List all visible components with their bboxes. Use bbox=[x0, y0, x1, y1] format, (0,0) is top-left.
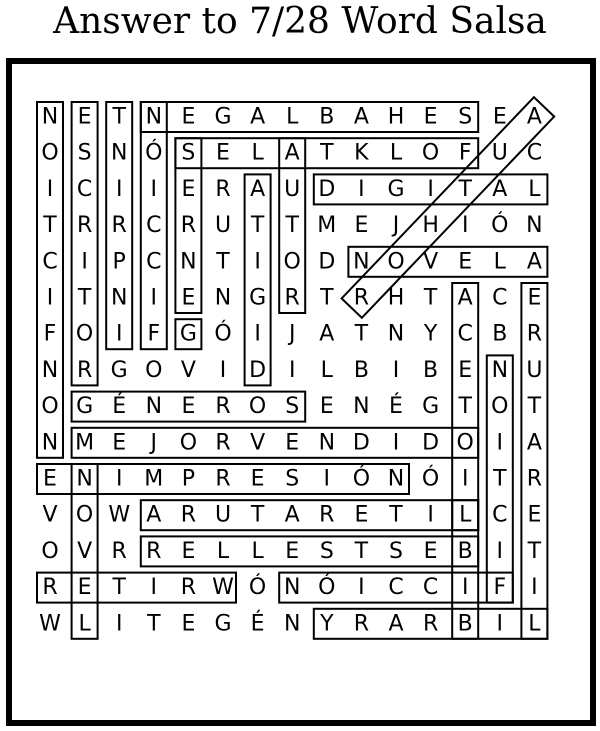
grid-letter: E bbox=[77, 104, 92, 130]
grid-letter: E bbox=[285, 538, 300, 564]
grid-letter: I bbox=[358, 176, 365, 202]
grid-letter: N bbox=[387, 321, 405, 347]
grid-letter: I bbox=[461, 213, 469, 239]
grid-letter: E bbox=[423, 538, 438, 564]
grid-letter: I bbox=[115, 611, 123, 637]
grid-letter: V bbox=[423, 249, 439, 275]
grid-letter: R bbox=[180, 575, 197, 601]
grid-letter: E bbox=[181, 538, 196, 564]
grid-letter: O bbox=[387, 249, 405, 275]
grid-letter: G bbox=[76, 394, 94, 420]
grid-letter: E bbox=[43, 466, 57, 492]
grid-letter: I bbox=[150, 285, 158, 311]
grid-letter: L bbox=[286, 104, 299, 130]
grid-letter: A bbox=[250, 104, 266, 130]
grid-letter: R bbox=[215, 394, 231, 420]
grid-letter: E bbox=[285, 430, 300, 456]
grid-letter: E bbox=[527, 502, 542, 528]
grid-letter: N bbox=[76, 466, 93, 492]
grid-letter: T bbox=[285, 213, 299, 239]
grid-letter: I bbox=[81, 249, 88, 275]
grid-letter: O bbox=[41, 394, 59, 420]
grid-letter: I bbox=[115, 176, 123, 202]
grid-letter: L bbox=[389, 140, 403, 166]
grid-letter: L bbox=[528, 176, 541, 202]
grid-letter: U bbox=[526, 357, 543, 383]
grid-letter: N bbox=[353, 249, 370, 275]
grid-letter: E bbox=[77, 575, 92, 601]
grid-letter: T bbox=[112, 104, 126, 130]
grid-letter: A bbox=[284, 502, 300, 528]
grid-letter: E bbox=[492, 104, 507, 130]
grid-letter: R bbox=[180, 213, 197, 239]
grid-letter: N bbox=[41, 430, 59, 456]
grid-letter: N bbox=[145, 104, 163, 130]
answer-highlight bbox=[348, 247, 547, 277]
grid-letter: R bbox=[76, 357, 93, 383]
grid-letter: R bbox=[319, 502, 335, 528]
grid-letter: C bbox=[76, 176, 93, 202]
grid-letter: C bbox=[457, 321, 473, 347]
grid-letter: I bbox=[427, 502, 434, 528]
grid-letter: S bbox=[458, 104, 473, 130]
grid-letter: É bbox=[389, 394, 403, 420]
grid-letter: Ó bbox=[145, 140, 163, 166]
grid-letter: N bbox=[353, 394, 370, 420]
grid-letter: T bbox=[43, 213, 57, 239]
grid-letter: N bbox=[180, 249, 197, 275]
grid-letter: E bbox=[250, 466, 265, 492]
grid-letter: B bbox=[457, 611, 473, 637]
grid-letter: I bbox=[392, 430, 400, 456]
grid-letter: D bbox=[318, 176, 336, 202]
grid-letter: N bbox=[110, 285, 128, 311]
grid-letter: E bbox=[423, 104, 438, 130]
grid-letter: E bbox=[181, 285, 196, 311]
grid-letter: T bbox=[389, 502, 403, 528]
grid-letter: D bbox=[352, 430, 370, 456]
grid-letter: M bbox=[75, 430, 95, 456]
grid-letter: R bbox=[111, 538, 127, 564]
grid-letter: Ó bbox=[421, 466, 440, 492]
grid-letter: H bbox=[387, 285, 405, 311]
grid-letter: J bbox=[150, 430, 158, 456]
grid-letter: O bbox=[283, 249, 301, 275]
grid-letter: O bbox=[179, 430, 198, 456]
grid-letter: G bbox=[214, 611, 232, 637]
grid-letter: L bbox=[528, 611, 541, 637]
grid-letter: A bbox=[526, 249, 542, 275]
grid-letter: V bbox=[250, 430, 266, 456]
grid-letter: F bbox=[458, 140, 472, 166]
grid-letter: Ó bbox=[214, 321, 232, 347]
grid-letter: E bbox=[181, 611, 196, 637]
grid-letter: Y bbox=[423, 321, 438, 347]
grid-letter: V bbox=[180, 357, 196, 383]
grid-letter: L bbox=[251, 140, 264, 166]
grid-letter: K bbox=[354, 140, 369, 166]
grid-letter: C bbox=[146, 249, 162, 275]
grid-letter: A bbox=[319, 321, 335, 347]
grid-letter: C bbox=[422, 575, 439, 601]
grid-letter: N bbox=[41, 104, 59, 130]
grid-letter: T bbox=[354, 321, 369, 347]
grid-letter: O bbox=[456, 430, 474, 456]
grid-letter: R bbox=[353, 611, 370, 637]
grid-letter: R bbox=[526, 321, 543, 347]
grid-letter: S bbox=[285, 394, 300, 420]
grid-letter: A bbox=[353, 104, 369, 130]
grid-letter: I bbox=[461, 466, 469, 492]
grid-letter: I bbox=[115, 466, 123, 492]
grid-letter: M bbox=[144, 466, 164, 492]
grid-letter: N bbox=[491, 357, 509, 383]
grid-letter: A bbox=[146, 502, 162, 528]
grid-letter: I bbox=[531, 575, 538, 601]
grid-letter: É bbox=[250, 611, 265, 637]
grid-letter: I bbox=[461, 575, 469, 601]
grid-letter: T bbox=[112, 575, 126, 601]
grid-letter: Ó bbox=[491, 213, 509, 239]
grid-letter: T bbox=[423, 285, 438, 311]
grid-letter: O bbox=[145, 357, 163, 383]
grid-letter: L bbox=[320, 357, 333, 383]
grid-letter: J bbox=[392, 213, 400, 239]
grid-letter: U bbox=[214, 502, 232, 528]
grid-letter: N bbox=[145, 394, 163, 420]
grid-letter: I bbox=[150, 575, 158, 601]
grid-letter: G bbox=[387, 176, 405, 202]
grid-letter: I bbox=[254, 249, 261, 275]
grid-letter: A bbox=[284, 140, 300, 166]
grid-letter: N bbox=[110, 140, 128, 166]
grid-letter: N bbox=[41, 357, 59, 383]
grid-letter: E bbox=[112, 430, 127, 456]
grid-letter: N bbox=[283, 611, 301, 637]
grid-letter: I bbox=[323, 466, 331, 492]
grid-letter: N bbox=[283, 575, 301, 601]
grid-letter: S bbox=[285, 466, 300, 492]
grid-letter: H bbox=[422, 213, 439, 239]
grid-letter: L bbox=[459, 502, 472, 528]
grid-letter: T bbox=[250, 502, 265, 528]
grid-letter: T bbox=[458, 176, 472, 202]
grid-letter: F bbox=[147, 321, 161, 347]
grid-letter: S bbox=[181, 140, 196, 166]
answer-highlight bbox=[245, 174, 271, 385]
grid-letter: I bbox=[496, 538, 504, 564]
grid-letter: Ó bbox=[248, 575, 267, 601]
grid-letter: B bbox=[457, 538, 473, 564]
grid-letter: R bbox=[146, 538, 162, 564]
answer-highlight bbox=[37, 573, 236, 603]
grid-letter: L bbox=[216, 538, 230, 564]
grid-letter: T bbox=[458, 394, 472, 420]
grid-letter: P bbox=[181, 466, 196, 492]
grid-letter: G bbox=[249, 285, 267, 311]
grid-letter: C bbox=[42, 249, 58, 275]
grid-letter: R bbox=[42, 575, 58, 601]
grid-letter: I bbox=[392, 357, 400, 383]
grid-letter: R bbox=[284, 285, 300, 311]
grid-letter: S bbox=[389, 538, 403, 564]
grid-letter: O bbox=[248, 394, 267, 420]
grid-letter: Ó bbox=[352, 466, 371, 492]
grid-letter: T bbox=[527, 538, 542, 564]
grid-letter: N bbox=[387, 466, 405, 492]
grid-letter: A bbox=[250, 176, 266, 202]
grid-letter: G bbox=[422, 394, 440, 420]
grid-letter: H bbox=[387, 104, 405, 130]
grid-letter: E bbox=[458, 357, 473, 383]
grid-letter: V bbox=[77, 538, 93, 564]
page-title: Answer to 7/28 Word Salsa bbox=[53, 1, 547, 42]
grid-letter: T bbox=[320, 140, 334, 166]
grid-letter: R bbox=[215, 466, 231, 492]
grid-letter: I bbox=[115, 321, 123, 347]
grid-letter: E bbox=[527, 285, 542, 311]
grid-letter: C bbox=[492, 502, 508, 528]
grid-letter: U bbox=[214, 213, 232, 239]
grid-letter: U bbox=[491, 140, 508, 166]
grid-letter: W bbox=[212, 575, 234, 601]
grid-letter: F bbox=[493, 575, 507, 601]
grid-letter: J bbox=[288, 321, 296, 347]
grid-letter: R bbox=[76, 213, 93, 239]
grid-letter: I bbox=[358, 575, 365, 601]
grid-letter: M bbox=[317, 213, 337, 239]
grid-letter: T bbox=[354, 538, 369, 564]
grid-letter: G bbox=[214, 104, 232, 130]
grid-letter: E bbox=[354, 502, 369, 528]
grid-letter: D bbox=[318, 249, 336, 275]
grid-letter: L bbox=[251, 538, 264, 564]
grid-letter: O bbox=[491, 394, 509, 420]
grid-letter: E bbox=[354, 213, 369, 239]
grid-letter: A bbox=[388, 611, 404, 637]
grid-letter: O bbox=[41, 140, 59, 166]
grid-letter: L bbox=[493, 249, 506, 275]
grid-letter: A bbox=[526, 430, 542, 456]
grid-letter: I bbox=[496, 430, 504, 456]
grid-letter: E bbox=[181, 394, 196, 420]
grid-letter: R bbox=[526, 466, 543, 492]
grid-letter: O bbox=[75, 502, 94, 528]
grid-letter: I bbox=[427, 176, 434, 202]
grid-letter: N bbox=[214, 285, 232, 311]
grid-letter: B bbox=[423, 357, 439, 383]
grid-letter: R bbox=[215, 430, 231, 456]
grid-letter: V bbox=[42, 502, 58, 528]
grid-letter: E bbox=[319, 394, 334, 420]
grid-letter: T bbox=[527, 394, 542, 420]
grid-letter: T bbox=[493, 466, 507, 492]
grid-letter: É bbox=[112, 394, 127, 420]
grid-letter: E bbox=[216, 140, 230, 166]
grid-letter: R bbox=[353, 285, 370, 311]
grid-letter: R bbox=[215, 176, 231, 202]
grid-letter: P bbox=[112, 249, 126, 275]
grid-letter: R bbox=[180, 502, 197, 528]
grid-letter: W bbox=[39, 611, 61, 637]
grid-letter: Y bbox=[320, 611, 334, 637]
grid-letter: N bbox=[526, 213, 543, 239]
grid-letter: B bbox=[492, 321, 508, 347]
grid-letter: T bbox=[216, 249, 230, 275]
grid-letter: C bbox=[388, 575, 404, 601]
grid-letter: B bbox=[319, 104, 335, 130]
answer-highlight bbox=[72, 428, 479, 458]
grid-letter: A bbox=[526, 104, 542, 130]
grid-letter: D bbox=[249, 357, 267, 383]
grid-letter: G bbox=[110, 357, 128, 383]
grid-letter: C bbox=[526, 140, 543, 166]
grid-letter: U bbox=[284, 176, 301, 202]
grid-letter: C bbox=[492, 285, 508, 311]
grid-letter: I bbox=[496, 611, 504, 637]
grid-letter: O bbox=[421, 140, 440, 166]
grid-letter: L bbox=[78, 611, 91, 637]
grid-letter: F bbox=[43, 321, 57, 347]
grid-letter: O bbox=[41, 538, 59, 564]
grid-letter: S bbox=[77, 140, 92, 166]
grid-letter: S bbox=[319, 538, 334, 564]
grid-letter: T bbox=[77, 285, 92, 311]
grid-letter: T bbox=[320, 285, 334, 311]
grid-letter: O bbox=[75, 321, 94, 347]
grid-letter: R bbox=[422, 611, 439, 637]
grid-letter: T bbox=[147, 611, 161, 637]
grid-letter: R bbox=[111, 213, 127, 239]
grid-letter: G bbox=[179, 321, 197, 347]
grid-letter: E bbox=[181, 104, 196, 130]
grid-letter: B bbox=[353, 357, 369, 383]
grid-letter: I bbox=[46, 176, 54, 202]
grid-letter: I bbox=[150, 176, 158, 202]
grid-letter: I bbox=[254, 321, 261, 347]
grid-letter: D bbox=[422, 430, 440, 456]
grid-letter: I bbox=[219, 357, 227, 383]
grid-letter: A bbox=[457, 285, 473, 311]
grid-letter: T bbox=[250, 213, 265, 239]
grid-letter: A bbox=[492, 176, 508, 202]
grid-letter: W bbox=[108, 502, 131, 528]
grid-letter: C bbox=[146, 213, 162, 239]
grid-letter: N bbox=[318, 430, 336, 456]
grid-letter: E bbox=[458, 249, 473, 275]
grid-letter: E bbox=[181, 176, 196, 202]
grid-letter: I bbox=[288, 357, 296, 383]
grid-letter: I bbox=[46, 285, 54, 311]
grid-letter: Ó bbox=[318, 575, 336, 601]
